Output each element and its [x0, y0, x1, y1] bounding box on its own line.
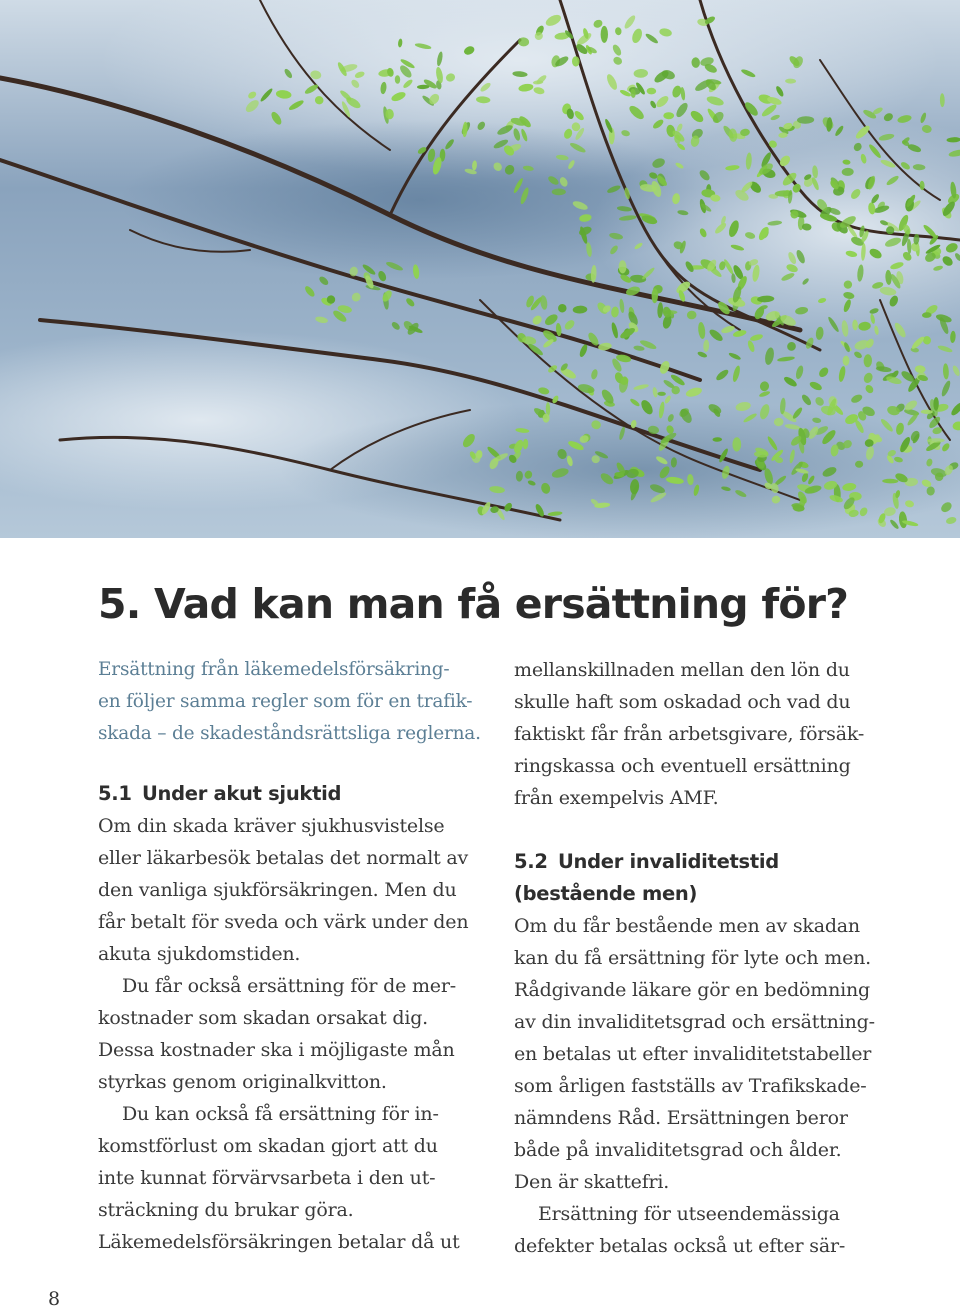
branches-illustration [0, 0, 960, 538]
intro-paragraph [98, 654, 508, 750]
text-line: kostnader som skadan orsakat dig. [98, 1007, 428, 1029]
text-line: inte kunnat förvärvsarbeta i den ut- [98, 1167, 436, 1189]
text-line: akuta sjukdomstiden. [98, 943, 301, 965]
text-line: Om du får bestående men av skadan [514, 915, 860, 937]
text-line: som årligen fastställs av Trafikskade- [514, 1075, 867, 1097]
section-number: 5.1 [98, 782, 132, 805]
text-line: Du kan också få ersättning för in- [122, 1103, 439, 1125]
text-line: skulle haft som oskadad och vad du [514, 691, 851, 713]
section-heading-5-2 [514, 846, 924, 910]
text-line: Du får också ersättning för de mer- [122, 975, 456, 997]
paragraph-akut-sjuktid [98, 810, 508, 970]
text-line: eller läkarbesök betalas det normalt av [98, 847, 469, 869]
paragraph-merkostnader [98, 970, 508, 1098]
section-title: Under invaliditetstid [558, 850, 779, 873]
hero-photo-branches [0, 0, 960, 538]
text-line: skada – de skadeståndsrättsliga reglerna. [98, 723, 481, 744]
text-line: komstförlust om skadan gjort att du [98, 1135, 438, 1157]
paragraph-bestaende-men [514, 910, 924, 1198]
text-line: den vanliga sjukförsäkringen. Men du [98, 879, 457, 901]
text-line: Ersättning för utseendemässiga [538, 1203, 840, 1225]
text-line: styrkas genom originalkvitton. [98, 1071, 387, 1093]
section-heading-line [514, 846, 924, 878]
text-line: av din invaliditetsgrad och ersättning- [514, 1011, 875, 1033]
paragraph-inkomstforlust [98, 1098, 508, 1258]
text-line: en följer samma regler som för en trafik- [98, 691, 473, 712]
text-line: Ersättning från läkemedelsförsäkring- [98, 659, 450, 680]
paragraph-mellanskillnad [514, 654, 924, 814]
right-column [514, 654, 924, 1262]
text-line: Dessa kostnader ska i möjligaste mån [98, 1039, 455, 1061]
text-line: Om din skada kräver sjukhusvistelse [98, 815, 445, 837]
text-line: sträckning du brukar göra. [98, 1199, 354, 1221]
text-line: ringskassa och eventuell ersättning [514, 755, 851, 777]
text-line: mellanskillnaden mellan den lön du [514, 659, 850, 681]
text-line: från exempelvis AMF. [514, 787, 719, 809]
text-line: får betalt för sveda och värk under den [98, 911, 469, 933]
text-line: Rådgivande läkare gör en bedömning [514, 979, 871, 1001]
page-title: 5. Vad kan man få ersättning för? [98, 580, 849, 628]
text-line: Den är skattefri. [514, 1171, 670, 1193]
text-line: kan du få ersättning för lyte och men. [514, 947, 871, 969]
text-line: faktiskt får från arbetsgivare, försäk- [514, 723, 865, 745]
page-number: 8 [48, 1288, 61, 1310]
section-heading-5-1 [98, 778, 508, 810]
text-line: en betalas ut efter invaliditetstabeller [514, 1043, 872, 1065]
text-line: nämndens Råd. Ersättningen beror [514, 1107, 848, 1129]
section-title: Under akut sjuktid [142, 782, 342, 805]
text-line: både på invaliditetsgrad och ålder. [514, 1139, 842, 1161]
left-column [98, 654, 508, 1258]
text-line: Läkemedelsförsäkringen betalar då ut [98, 1231, 460, 1253]
section-number: 5.2 [514, 850, 548, 873]
paragraph-utseendemassiga-defekter [514, 1198, 924, 1262]
section-subtitle: (bestående men) [514, 882, 698, 905]
text-line: defekter betalas också ut efter sär- [514, 1235, 846, 1257]
